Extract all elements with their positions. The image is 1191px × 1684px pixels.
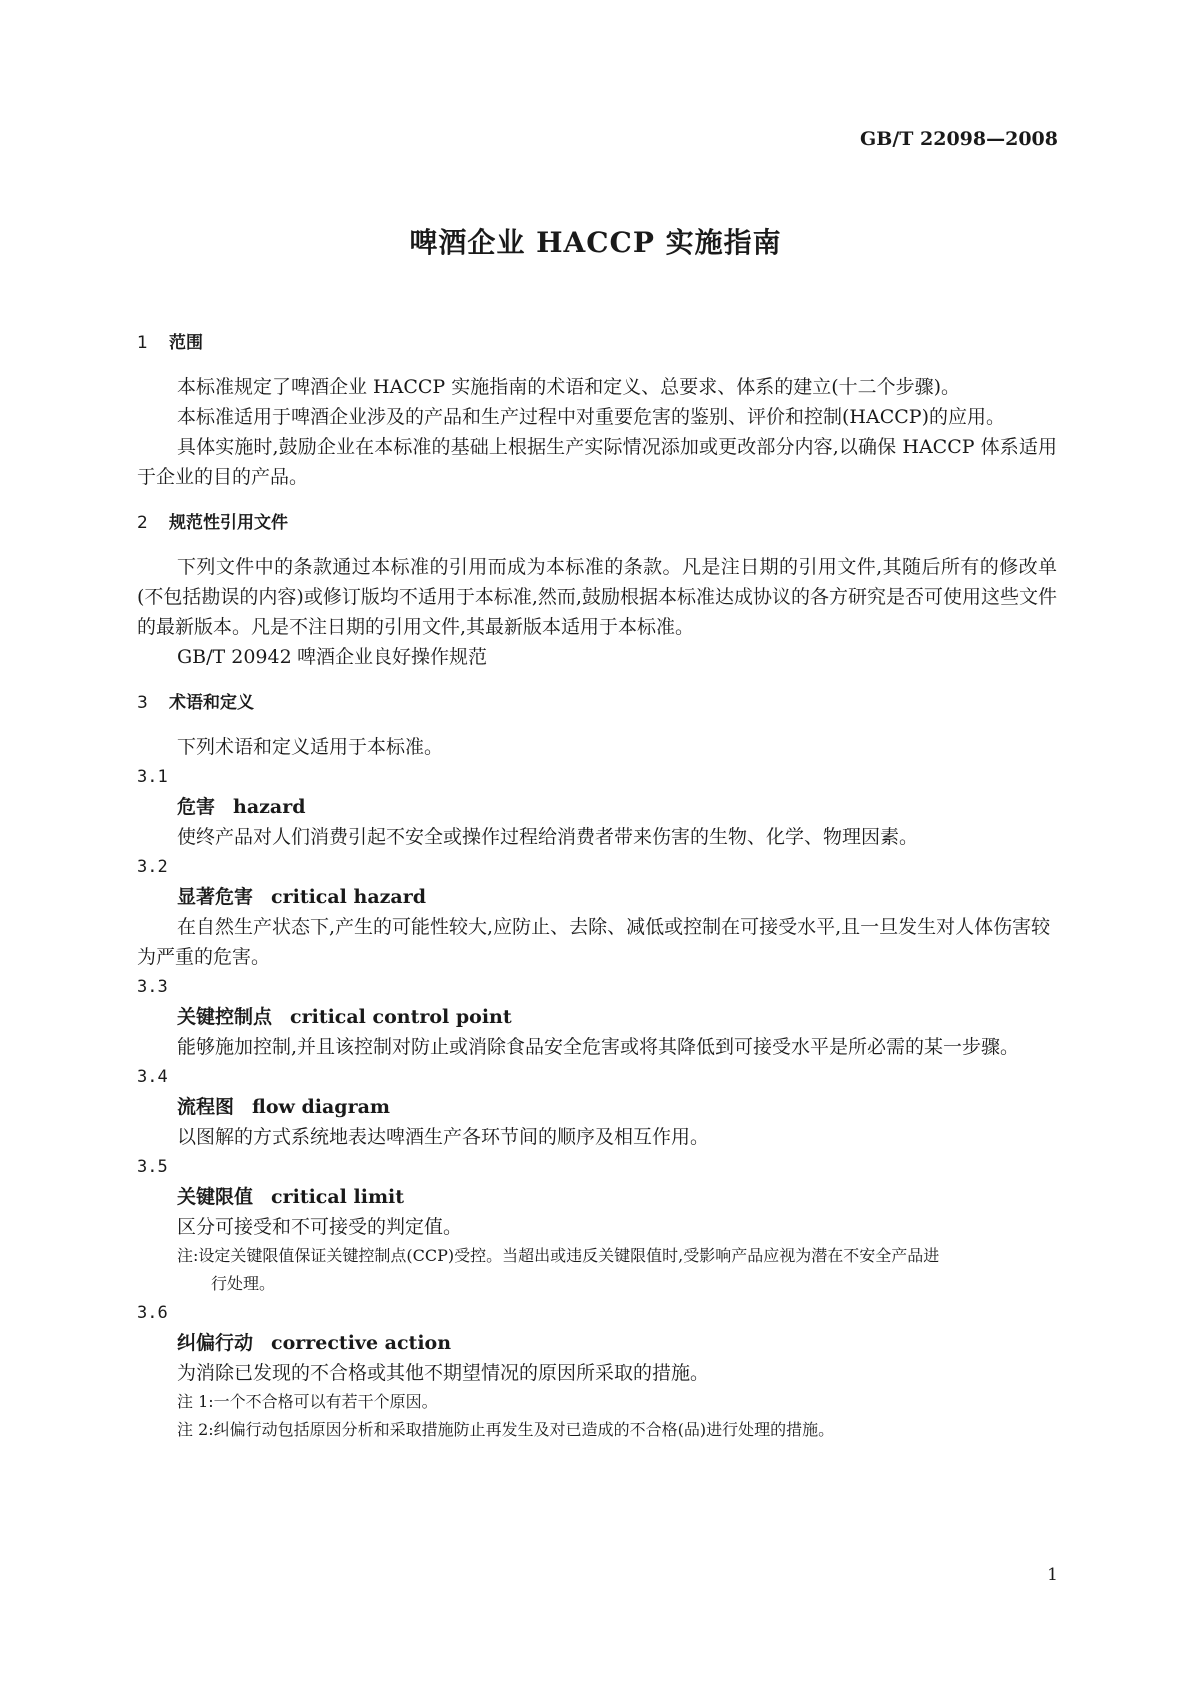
- clause-number: 3.1: [137, 767, 168, 787]
- section-title: 范围: [169, 333, 203, 353]
- term-definition: 区分可接受和不可接受的判定值。: [177, 1216, 463, 1238]
- term-en: corrective action: [271, 1332, 452, 1354]
- clause-number: 3.6: [137, 1303, 168, 1323]
- term-en: critical limit: [271, 1186, 405, 1208]
- note-text-continued: 行处理。: [211, 1274, 276, 1293]
- section-2-heading: [137, 508, 1057, 538]
- term-definition: 以图解的方式系统地表达啤酒生产各环节间的顺序及相互作用。: [177, 1126, 710, 1148]
- section-number: 2: [137, 513, 148, 533]
- reference-code: GB/T 20942: [177, 646, 292, 668]
- term-definition: 能够施加控制,并且该控制对防止或消除食品安全危害或将其降低到可接受水平是所必需的某一步骤。: [177, 1036, 1020, 1058]
- term-entry: [137, 792, 1057, 822]
- clause-number: 3.5: [137, 1157, 168, 1177]
- term-zh: 流程图: [177, 1096, 235, 1118]
- term-zh: 关键限值: [177, 1186, 254, 1208]
- term-en: hazard: [233, 796, 306, 818]
- paragraph: 具体实施时,鼓励企业在本标准的基础上根据生产实际情况添加或更改部分内容,以确保 HACCP 体系适用于企业的目的产品。: [137, 436, 1057, 488]
- note-text: 设定关键限值保证关键控制点(CCP)受控。当超出或违反关键限值时,受影响产品应视为潜在不安全产品进: [198, 1246, 940, 1265]
- section-title: 规范性引用文件: [169, 513, 288, 533]
- term-zh: 显著危害: [177, 886, 254, 908]
- term-zh: 纠偏行动: [177, 1332, 254, 1354]
- term-entry: [137, 1182, 1057, 1212]
- term-entry: [137, 1002, 1057, 1032]
- term-entry: [137, 1328, 1057, 1358]
- term-definition: 在自然生产状态下,产生的可能性较大,应防止、去除、减低或控制在可接受水平,且一旦发生对人体伤害较为严重的危害。: [137, 916, 1051, 968]
- paragraph: 本标准适用于啤酒企业涉及的产品和生产过程中对重要危害的鉴别、评价和控制(HACCP)的应用。: [177, 406, 1005, 428]
- section-number: 3: [137, 693, 148, 713]
- clause-number: 3.2: [137, 857, 168, 877]
- section-title: 术语和定义: [169, 693, 254, 713]
- term-entry: [137, 882, 1057, 912]
- paragraph: 下列文件中的条款通过本标准的引用而成为本标准的条款。凡是注日期的引用文件,其随后所有的修改单(不包括勘误的内容)或修订版均不适用于本标准,然而,鼓励根据本标准达成协议的各方研究是否可使用这些文件的最新版本。凡是不注日期的引用文件,其最新版本适用于本标准。: [137, 556, 1057, 638]
- document-title: 啤酒企业 HACCP 实施指南: [409, 226, 782, 259]
- page-number: 1: [1047, 1565, 1058, 1585]
- note-label: 注:: [177, 1246, 199, 1265]
- term-en: flow diagram: [252, 1096, 390, 1118]
- clause-number: 3.4: [137, 1067, 168, 1087]
- term-entry: [137, 1092, 1057, 1122]
- note: [137, 1242, 1057, 1298]
- document-body: [137, 328, 1057, 1444]
- standard-code: GB/T 22098—2008: [860, 128, 1058, 150]
- term-definition: 使终产品对人们消费引起不安全或操作过程给消费者带来伤害的生物、化学、物理因素。: [177, 826, 919, 848]
- term-zh: 关键控制点: [177, 1006, 273, 1028]
- paragraph: 下列术语和定义适用于本标准。: [177, 736, 444, 758]
- reference-title: 啤酒企业良好操作规范: [297, 646, 488, 668]
- section-number: 1: [137, 333, 148, 353]
- term-en: critical control point: [290, 1006, 512, 1028]
- section-1-heading: [137, 328, 1057, 358]
- normative-reference: [137, 642, 1057, 672]
- note: 注 2:纠偏行动包括原因分析和采取措施防止再发生及对已造成的不合格(品)进行处理的措施。: [177, 1420, 835, 1439]
- paragraph: 本标准规定了啤酒企业 HACCP 实施指南的术语和定义、总要求、体系的建立(十二个步骤)。: [177, 376, 961, 398]
- term-definition: 为消除已发现的不合格或其他不期望情况的原因所采取的措施。: [177, 1362, 710, 1384]
- note: 注 1:一个不合格可以有若干个原因。: [177, 1392, 438, 1411]
- section-3-heading: [137, 688, 1057, 718]
- term-en: critical hazard: [271, 886, 427, 908]
- clause-number: 3.3: [137, 977, 168, 997]
- term-zh: 危害: [177, 796, 216, 818]
